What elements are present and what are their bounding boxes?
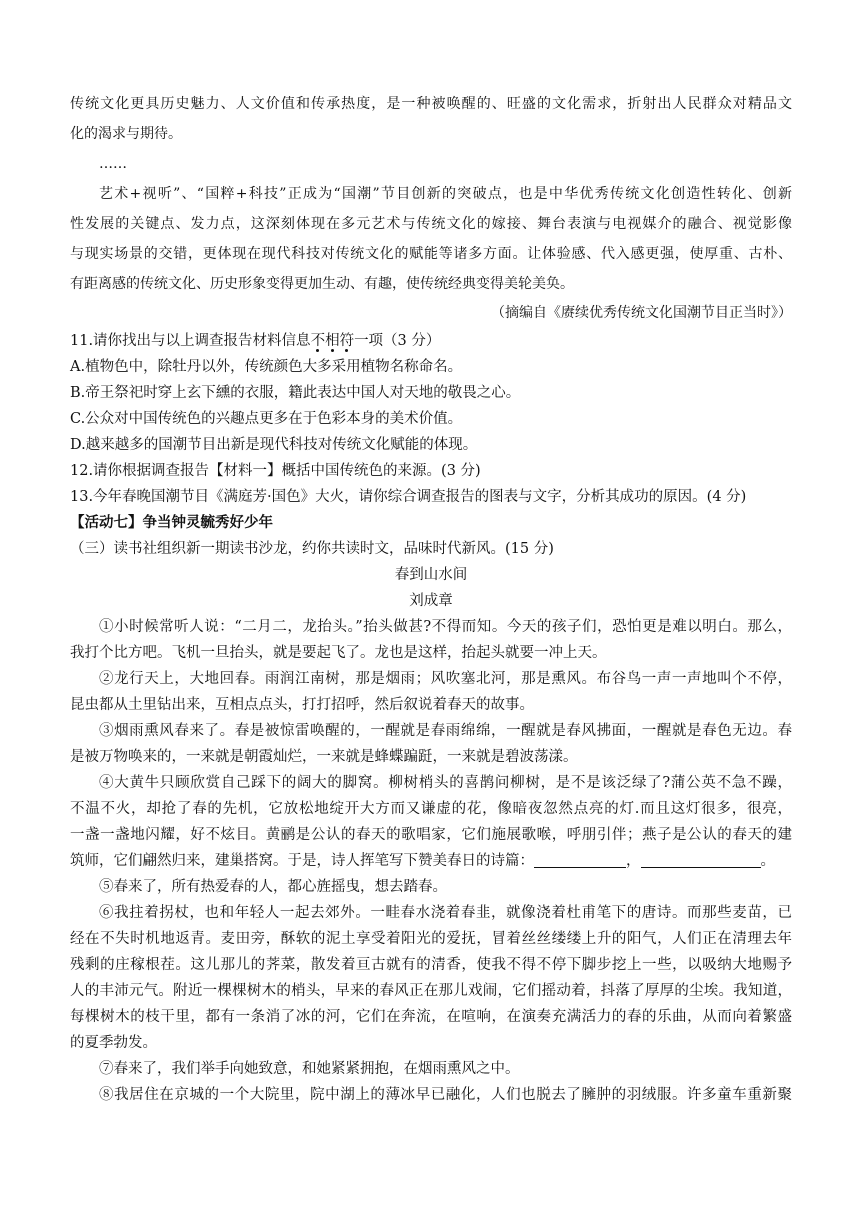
passage-p2-line3: 与现实场景的交错，更体现在现代科技对传统文化的赋能等诸多方面。让体验感、代入感更强，使厚重、古朴、 bbox=[70, 246, 792, 262]
essay-p5: ⑤春来了，所有热爱春的人，都心旌摇曳，想去踏春。 bbox=[99, 879, 447, 895]
passage-ellipsis: …… bbox=[99, 156, 127, 172]
essay-p2-line1: ②龙行天上，大地回春。雨润江南树，那是烟雨；风吹塞北河，那是熏风。布谷鸟一声一声地叫个不停， bbox=[99, 671, 792, 687]
option-c: C.公众对中国传统色的兴趣点更多在于色彩本身的美术价值。 bbox=[70, 411, 463, 427]
answer-blank-2[interactable] bbox=[641, 851, 761, 868]
essay-p6-line1: ⑥我拄着拐杖，也和年轻人一起去郊外。一畦春水浇着春韭，就像浇着杜甫笔下的唐诗。而那些麦苗，已 bbox=[99, 905, 792, 921]
essay-p1-line1: ①小时候常听人说：“二月二，龙抬头。”抬头做甚?不得而知。今天的孩子们，恐怕更是难以明白。那么， bbox=[99, 619, 792, 635]
emphasis-char-xiang: 相 bbox=[325, 333, 340, 349]
question-11 bbox=[70, 327, 792, 355]
essay-p6-line3: 残剩的庄稼根茬。这儿那儿的荠菜，散发着亘古就有的清香，使我不得不停下脚步挖上一些，以吸纳大地赐予 bbox=[70, 957, 792, 973]
activity-heading: 【活动七】争当钟灵毓秀好少年 bbox=[70, 514, 273, 531]
essay-p6-line6: 的夏季勃发。 bbox=[70, 1035, 157, 1051]
essay-p4-line1: ④大黄牛只顾欣赏自己踩下的阔大的脚窝。柳树梢头的喜鹊问柳树，是不是该泛绿了?蒲公英不急不躁， bbox=[99, 775, 792, 791]
option-d: D.越来越多的国潮节目出新是现代科技对传统文化赋能的体现。 bbox=[70, 437, 478, 453]
passage-p1-line1: 传统文化更具历史魅力、人文价值和传承热度，是一种被唤醒的、旺盛的文化需求，折射出人民群众对精品文 bbox=[70, 96, 792, 112]
essay-p6-line4: 人的丰沛元气。附近一棵棵树木的梢头，早来的春风正在那儿戏闹，它们摇动着，抖落了厚厚的尘埃。我知道， bbox=[70, 983, 792, 999]
passage-source: （摘编自《赓续优秀传统文化国潮节目正当时》） bbox=[491, 305, 792, 321]
essay-p1-line2: 我打个比方吧。飞机一旦抬头，就是要起飞了。龙也是这样，抬起头就要一冲上天。 bbox=[70, 645, 607, 661]
passage-p2-line2: 性发展的关键点、发力点，这深刻体现在多元艺术与传统文化的嫁接、舞台表演与电视媒介的融合、视觉影像 bbox=[70, 216, 792, 232]
question-11-prefix: 11.请你找出与以上调查报告材料信息 bbox=[70, 333, 311, 349]
essay-p3-line1: ③烟雨熏风春来了。春是被惊雷唤醒的，一醒就是春雨绵绵，一醒就是春风拂面，一醒就是春色无边。春 bbox=[99, 723, 792, 739]
option-a: A.植物色中，除牡丹以外，传统颜色大多采用植物名称命名。 bbox=[70, 359, 463, 375]
passage-p2-line1: 艺术+视听”、“国粹+科技”正成为“国潮”节目创新的突破点，也是中华优秀传统文化创造性转化、创新 bbox=[99, 186, 792, 202]
essay-p3-line2: 是被万物唤来的，一来就是朝霞灿烂，一来就是蜂蝶蹁跹，一来就是碧波荡漾。 bbox=[70, 749, 578, 765]
activity-intro: （三）读书社组织新一期读书沙龙，约你共读时文，品味时代新风。(15 分) bbox=[70, 541, 554, 557]
option-b: B.帝王祭祀时穿上玄下纁的衣服，籍此表达中国人对天地的敬畏之心。 bbox=[70, 385, 521, 401]
essay-p6-line2: 经在不失时机地返青。麦田旁，酥软的泥土享受着阳光的爱抚，冒着丝丝缕缕上升的阳气，人们正在清理去年 bbox=[70, 931, 792, 947]
essay-title: 春到山水间 bbox=[394, 567, 468, 583]
question-11-suffix: 一项（3 分） bbox=[354, 333, 441, 349]
line-end-punct: 。 bbox=[760, 853, 775, 869]
question-13: 13.今年春晚国潮节目《满庭芳·国色》大火，请你综合调查报告的图表与文字，分析其成功的原因。(4 分) bbox=[70, 489, 747, 505]
essay-p4-line4-text: 筑师，它们翩然归来，建巢搭窝。于是，诗人挥笔写下赞美春日的诗篇： bbox=[70, 853, 534, 869]
essay-p4-line4 bbox=[70, 847, 792, 875]
essay-p4-line3: 一盏一盏地闪耀，好不炫目。黄鹂是公认的春天的歌唱家，它们施展歌喉，呼朋引伴；燕子是公认的春天的建 bbox=[70, 827, 792, 843]
essay-p8-line1: ⑧我居住在京城的一个大院里，院中湖上的薄冰早已融化，人们也脱去了臃肿的羽绒服。许多童车重新聚 bbox=[99, 1087, 792, 1103]
essay-p2-line2: 昆虫都从土里钻出来，互相点点头，打打招呼，然后叙说着春天的故事。 bbox=[70, 697, 534, 713]
passage-p1-line2: 化的渴求与期待。 bbox=[70, 126, 182, 142]
answer-blank-1[interactable] bbox=[534, 851, 626, 868]
blank-separator: ， bbox=[626, 853, 641, 869]
passage-p2-line4: 有距离感的传统文化、历史形象变得更加生动、有趣，使传统经典变得美轮美奂。 bbox=[70, 276, 574, 292]
emphasis-char-fu: 符 bbox=[339, 333, 355, 349]
essay-p4-line2: 不温不火，却抢了春的先机，它放松地绽开大方而又谦虚的花，像暗夜忽然点亮的灯.而且这灯很多，很亮， bbox=[70, 801, 792, 817]
emphasis-char-bu: 不 bbox=[310, 333, 326, 349]
essay-p7: ⑦春来了，我们举手向她致意，和她紧紧拥抱，在烟雨熏风之中。 bbox=[99, 1061, 520, 1077]
question-12: 12.请你根据调查报告【材料一】概括中国传统色的来源。(3 分) bbox=[70, 463, 481, 479]
essay-author: 刘成章 bbox=[409, 593, 453, 609]
essay-p6-line5: 每棵树木的枝干里，都有一条消了冰的河，它们在奔流，在喧响，在演奏充满活力的春的乐曲，从而向着繁盛 bbox=[70, 1009, 792, 1025]
